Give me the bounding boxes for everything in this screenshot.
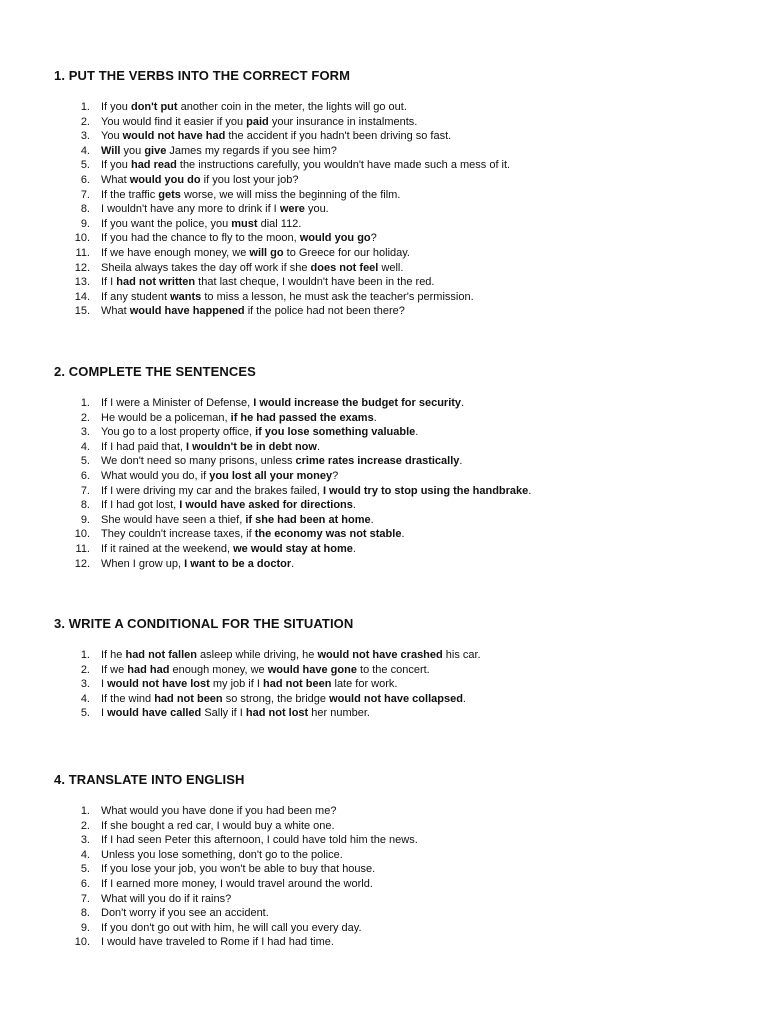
sentence-text: . [373,411,377,424]
item-number: 3. [80,678,90,691]
answer-text: does not feel [310,261,379,274]
item-number: 2. [80,663,90,676]
answer-text: I would increase the budget for security [253,397,462,409]
sentence-text: You go to a lost property office, [101,426,256,439]
list-item [54,304,728,319]
section-complete-sentences [54,364,728,571]
item-number: 1. [80,101,90,113]
answer-text: Will [101,144,121,157]
sentence-text: you. [304,203,329,216]
sentence-text: I would have traveled to Rome if I had had time. [101,936,334,949]
sentence-text: to the concert. [356,663,430,676]
list-item [54,129,728,144]
item-number: 14. [74,290,90,303]
sentence-text: that last cheque, I wouldn't have been in the red. [195,276,435,289]
sentence-text: If you [101,101,131,113]
answer-text: crime rates increase drastically [295,455,460,468]
sentence-text: I [101,707,108,720]
item-number: 9. [80,217,90,230]
item-number: 13. [74,276,90,289]
section-title: 4. TRANSLATE INTO ENGLISH [54,772,245,787]
answer-text: will go [249,246,284,259]
exercise-list [54,804,728,950]
list-item [54,440,728,455]
item-number: 4. [80,692,90,705]
answer-text: were [279,203,305,216]
list-item [54,862,728,877]
list-item [54,513,728,528]
answer-text: don't put [130,101,178,113]
item-number: 9. [80,921,90,934]
item-number: 4. [80,848,90,861]
list-item [54,396,728,411]
list-item [54,892,728,907]
sentence-text: Sally if I [201,707,246,720]
sentence-text: asleep while driving, he [196,649,318,661]
item-number: 6. [80,173,90,186]
item-number: 2. [80,411,90,424]
answer-text: would have called [107,707,202,720]
sentence-text: What would you do, if [101,469,210,482]
item-number: 1. [80,397,90,409]
sentence-text: I wouldn't have any more to drink if I [101,203,280,216]
section-translate [54,772,728,950]
list-item [54,819,728,834]
sentence-text: If you [101,159,131,172]
sentence-text: If you lose your job, you won't be able to buy that house. [101,863,376,876]
sentence-text: late for work. [331,678,398,691]
item-number: 5. [80,863,90,876]
list-item [54,648,728,663]
sentence-text: What will you do if it rains? [101,892,232,905]
exercise-list [54,100,728,319]
sentence-text: his car. [442,649,481,661]
answer-text: would not have crashed [317,649,443,661]
sentence-text: well. [378,261,404,274]
sentence-text: if you lost your job? [200,173,299,186]
item-number: 7. [80,484,90,497]
item-number: 10. [74,528,90,541]
item-number: 2. [80,115,90,128]
sentence-text: Don't worry if you see an accident. [101,907,269,920]
sentence-text: What would you have done if you had been me? [101,805,337,817]
answer-text: would not have collapsed [329,692,463,705]
list-item [54,484,728,499]
answer-text: had not lost [245,707,309,720]
answer-text: if she had been at home [245,513,371,526]
item-number: 5. [80,159,90,172]
list-item [54,498,728,513]
list-item [54,454,728,469]
sentence-text: If he [101,649,126,661]
list-item [54,848,728,863]
answer-text: had not fallen [125,649,197,661]
list-item [54,261,728,276]
list-item [54,246,728,261]
sentence-text: I [101,678,108,691]
item-number: 1. [80,649,90,661]
list-item [54,158,728,173]
item-number: 10. [74,232,90,245]
sentence-text: . [459,455,463,468]
item-number: 12. [74,557,90,570]
section-correct-form [54,68,728,319]
list-item [54,877,728,892]
sentence-text: her number. [308,707,370,720]
answer-text: we would stay at home [233,542,353,555]
answer-text: would not have lost [107,678,210,691]
list-item [54,833,728,848]
item-number: 6. [80,877,90,890]
answer-text: had not been [262,678,332,691]
list-item [54,921,728,936]
sentence-text: If we [101,663,128,676]
sentence-text: If you want the police, you [101,217,232,230]
item-number: 9. [80,513,90,526]
list-item [54,290,728,305]
sentence-text: . [528,484,532,497]
sentence-text: If I had seen Peter this afternoon, I could have told him the news. [101,834,418,847]
sentence-text: If any student [101,290,171,303]
answer-text: wants [170,290,202,303]
list-item [54,663,728,678]
item-number: 8. [80,203,90,216]
list-item [54,115,728,130]
sentence-text: . [370,513,374,526]
answer-text: if he had passed the exams [230,411,374,424]
sentence-text: if the police had not been there? [244,305,405,318]
exercise-list [54,648,728,721]
answer-text: had not been [154,692,223,705]
sentence-text: the instructions carefully, you wouldn't have made such a mess of it. [176,159,511,172]
sentence-text: If she bought a red car, I would buy a white one. [101,819,335,832]
item-number: 3. [80,130,90,143]
sentence-text: If I were driving my car and the brakes failed, [101,484,323,497]
sentence-text: If I had got lost, [101,499,180,512]
sentence-text: You [101,130,123,143]
item-number: 7. [80,892,90,905]
sentence-text: We don't need so many prisons, unless [101,455,296,468]
sentence-text: James my regards if you see him? [166,144,337,157]
item-number: 3. [80,834,90,847]
list-item [54,188,728,203]
answer-text: would have happened [129,305,245,318]
list-item [54,173,728,188]
answer-text: had had [127,663,170,676]
sentence-text: What [101,305,130,318]
answer-text: gets [158,188,181,201]
sentence-text: She would have seen a thief, [101,513,246,526]
list-item [54,906,728,921]
sentence-text: another coin in the meter, the lights will go out. [177,101,407,113]
list-item [54,677,728,692]
item-number: 2. [80,819,90,832]
list-item [54,202,728,217]
exercise-list [54,396,728,571]
list-item [54,527,728,542]
sentence-text: You would find it easier if you [101,115,247,128]
list-item [54,706,728,721]
sentence-text: ? [332,469,339,482]
list-item [54,557,728,572]
answer-text: would not have had [122,130,226,143]
list-item [54,275,728,290]
sentence-text: If you had the chance to fly to the moon, [101,232,300,245]
sentence-text: If I had paid that, [101,440,187,453]
list-item [54,217,728,232]
list-item [54,692,728,707]
item-number: 8. [80,499,90,512]
sentence-text: . [462,692,466,705]
sentence-text: If you don't go out with him, he will call you every day. [101,921,362,934]
sentence-text: . [316,440,321,453]
sentence-text: If the wind [101,692,155,705]
sentence-text: . [401,528,405,541]
sentence-text: When I grow up, [101,557,185,570]
list-item [54,100,728,115]
item-number: 11. [75,246,90,259]
list-item [54,469,728,484]
list-item [54,542,728,557]
sentence-text: If it rained at the weekend, [101,542,234,555]
answer-text: give [144,144,167,157]
sentence-text: worse, we will miss the beginning of the film. [180,188,401,201]
sentence-text: your insurance in instalments. [268,115,418,128]
answer-text: would have gone [267,663,357,676]
item-number: 4. [80,144,90,157]
item-number: 15. [74,305,90,318]
answer-text: paid [246,115,269,128]
sentence-text: If the traffic [101,188,159,201]
list-item [54,231,728,246]
item-number: 11. [75,542,90,555]
sentence-text: . [461,397,465,409]
sentence-text: so strong, the bridge [222,692,330,705]
section-title: 2. COMPLETE THE SENTENCES [54,364,256,379]
item-number: 10. [74,936,90,949]
sentence-text: ? [370,232,377,245]
item-number: 4. [80,440,90,453]
item-number: 6. [80,469,90,482]
item-number: 12. [74,261,90,274]
sentence-text: He would be a policeman, [101,411,231,424]
sentence-text: . [352,542,356,555]
sentence-text: . [352,499,356,512]
answer-text: I would try to stop using the handbrake [322,484,529,497]
sentence-text: Sheila always takes the day off work if she [101,261,311,274]
list-item [54,804,728,819]
list-item [54,935,728,950]
item-number: 1. [80,805,90,817]
sentence-text: to Greece for our holiday. [283,246,410,259]
sentence-text: my job if I [209,678,263,691]
sentence-text: . [291,557,295,570]
answer-text: would you do [129,173,201,186]
section-title: 3. WRITE A CONDITIONAL FOR THE SITUATION [54,616,354,631]
list-item [54,144,728,159]
item-number: 5. [80,455,90,468]
list-item [54,425,728,440]
item-number: 3. [80,426,90,439]
section-write-conditional [54,616,728,721]
answer-text: would you go [299,232,371,245]
list-item [54,411,728,426]
sentence-text: Unless you lose something, don't go to the police. [101,848,343,861]
answer-text: must [231,217,258,230]
item-number: 8. [80,907,90,920]
sentence-text: If I earned more money, I would travel around the world. [101,877,373,890]
answer-text: I wouldn't be in debt now [186,440,317,453]
sentence-text: to miss a lesson, he must ask the teacher's permission. [201,290,474,303]
answer-text: the economy was not stable [254,528,402,541]
sentence-text: If I were a Minister of Defense, [101,397,254,409]
sentence-text: If I [101,276,117,289]
sentence-text: dial 112. [257,217,302,230]
answer-text: I would have asked for directions [179,499,353,512]
sentence-text: enough money, we [169,663,268,676]
answer-text: you lost all your money [209,469,333,482]
section-title: 1. PUT THE VERBS INTO THE CORRECT FORM [54,68,351,83]
sentence-text: . [415,426,419,439]
sentence-text: the accident if you hadn't been driving so fast. [225,130,452,143]
item-number: 7. [80,188,90,201]
sentence-text: you [120,144,145,157]
answer-text: I want to be a doctor [184,557,292,570]
sentence-text: If we have enough money, we [101,246,250,259]
sentence-text: What [101,173,130,186]
answer-text: had not written [116,276,196,289]
answer-text: if you lose something valuable [255,426,416,439]
item-number: 5. [80,707,90,720]
answer-text: had read [130,159,177,172]
sentence-text: They couldn't increase taxes, if [101,528,255,541]
